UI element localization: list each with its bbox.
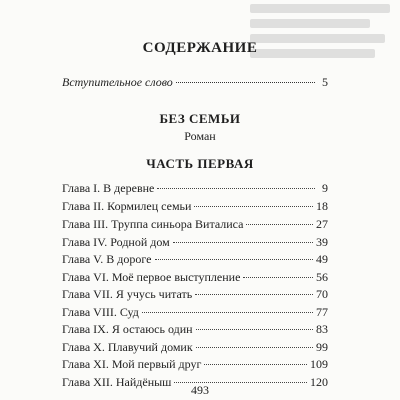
- toc-entry-title: Глава III. Труппа синьора Виталиса: [62, 217, 244, 231]
- toc-entry-page: 27: [316, 217, 328, 231]
- dot-leader: [173, 242, 313, 243]
- toc-entry-page: 77: [316, 305, 328, 319]
- toc-entry-chapter-9: [62, 321, 328, 337]
- toc-entry-chapter-7: [62, 286, 328, 302]
- dot-leader: [196, 329, 313, 330]
- part-heading: ЧАСТЬ ПЕРВАЯ: [146, 156, 254, 171]
- toc-entry-chapter-5: [62, 251, 328, 267]
- toc-entry-title: Глава VIII. Суд: [62, 305, 139, 319]
- dot-leader: [196, 347, 313, 348]
- toc-entry-chapter-10: [62, 339, 328, 355]
- toc-entry-chapter-2: [62, 198, 328, 214]
- page-number: 493: [191, 383, 209, 397]
- toc-entry-title: Глава VI. Моё первое выступление: [62, 270, 241, 284]
- toc-entry-title: Глава VII. Я учусь читать: [62, 287, 193, 301]
- toc-entry-title: Глава V. В дороге: [62, 252, 152, 266]
- toc-entry-page: 5: [322, 75, 328, 89]
- toc-entry-chapter-3: [62, 216, 328, 232]
- toc-entry-page: 18: [316, 199, 328, 213]
- novel-title: БЕЗ СЕМЬИ: [159, 111, 241, 126]
- toc-entry-page: 109: [310, 357, 328, 371]
- toc-entry-page: 70: [316, 287, 328, 301]
- toc-entry-chapter-8: [62, 304, 328, 320]
- dot-leader: [204, 364, 307, 365]
- toc-entry-title: Глава X. Плавучий домик: [62, 340, 193, 354]
- toc-entry-page: 120: [310, 375, 328, 389]
- toc-entry-chapter-1: [62, 180, 328, 196]
- novel-subtitle: Роман: [184, 129, 216, 143]
- dot-leader: [176, 82, 315, 83]
- dot-leader: [142, 312, 313, 313]
- toc-entry-page: 99: [316, 340, 328, 354]
- toc-entry-page: 39: [316, 235, 328, 249]
- toc-entry-page: 49: [316, 252, 328, 266]
- toc-entry-chapter-11: [62, 356, 328, 372]
- toc-entry-title: Глава XI. Мой первый друг: [62, 357, 202, 371]
- dot-leader: [243, 277, 313, 278]
- dot-leader: [155, 259, 313, 260]
- contents-heading: СОДЕРЖАНИЕ: [142, 40, 258, 56]
- toc-entry-title: Глава IX. Я остаюсь один: [62, 322, 193, 336]
- toc-entry-title: Вступительное слово: [62, 75, 173, 89]
- dot-leader: [157, 188, 315, 189]
- dot-leader: [246, 224, 313, 225]
- toc-entry-intro: [62, 74, 328, 90]
- toc-entry-title: Глава I. В деревне: [62, 181, 155, 195]
- toc-entry-chapter-6: [62, 269, 328, 285]
- dot-leader: [195, 294, 313, 295]
- toc-entry-title: Глава XII. Найдёныш: [62, 375, 172, 389]
- dot-leader: [194, 206, 313, 207]
- toc-entry-chapter-4: [62, 234, 328, 250]
- toc-entry-title: Глава IV. Родной дом: [62, 235, 170, 249]
- toc-entry-page: 56: [316, 270, 328, 284]
- toc-entry-title: Глава II. Кормилец семьи: [62, 199, 192, 213]
- toc-entry-page: 9: [322, 181, 328, 195]
- toc-entry-page: 83: [316, 322, 328, 336]
